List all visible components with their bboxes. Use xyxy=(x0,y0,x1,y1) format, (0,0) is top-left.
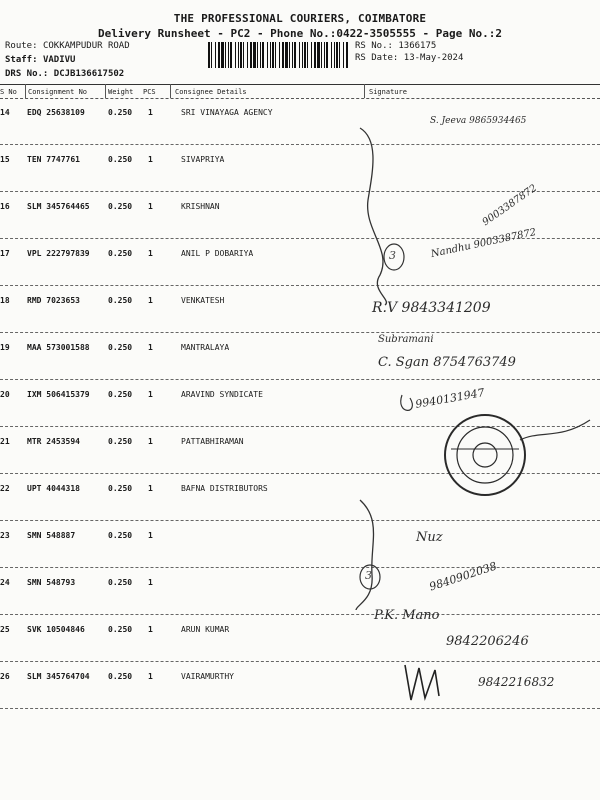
runsheet-subtitle: Delivery Runsheet - PC2 - Phone No.:0422-3505555 - Page No.:2 xyxy=(98,27,502,40)
barcode-bar xyxy=(221,42,224,68)
barcode-bar xyxy=(282,42,284,68)
weight-cell: 0.250 xyxy=(108,437,133,446)
column-divider xyxy=(170,84,171,98)
barcode-bar xyxy=(294,42,296,68)
consignee-cell: SRI VINAYAGA AGENCY xyxy=(181,108,273,117)
consignee-cell: VENKATESH xyxy=(181,296,225,305)
route-value: COKKAMPUDUR ROAD xyxy=(42,41,130,51)
sno-cell: 19 xyxy=(0,343,10,352)
pcs-cell: 1 xyxy=(148,484,153,493)
consignment-cell: VPL 222797839 xyxy=(27,249,90,258)
sno-cell: 16 xyxy=(0,202,10,211)
sno-cell: 15 xyxy=(0,155,10,164)
barcode-bar xyxy=(339,42,340,68)
staff-info xyxy=(5,55,75,65)
column-divider xyxy=(364,84,365,98)
table-row xyxy=(0,380,600,427)
consignment-cell: EDQ 25638109 xyxy=(27,108,85,117)
consignment-cell: UPT 4044318 xyxy=(27,484,80,493)
circled-number: 3 xyxy=(389,249,396,262)
consignment-cell: SMN 548793 xyxy=(27,578,76,587)
weight-cell: 0.250 xyxy=(108,155,133,164)
consignment-cell: SMN 548887 xyxy=(27,531,76,540)
barcode-bar xyxy=(343,42,344,68)
barcode-bar xyxy=(225,42,226,68)
rs-date xyxy=(355,53,463,63)
barcode-bar xyxy=(262,42,264,68)
pcs-cell: 1 xyxy=(148,249,153,258)
barcode-bar xyxy=(331,42,332,68)
consignee-cell: ANIL P DOBARIYA xyxy=(181,249,254,258)
weight-cell: 0.250 xyxy=(108,249,133,258)
barcode-bar xyxy=(275,42,276,68)
pcs-cell: 1 xyxy=(148,390,153,399)
handwritten-signature: C. Sgan 8754763749 xyxy=(378,355,516,370)
barcode-bar xyxy=(299,42,300,68)
sno-cell: 24 xyxy=(0,578,10,587)
handwritten-phone: 9940131947 xyxy=(414,386,486,411)
barcode-bar xyxy=(346,42,348,68)
barcode-bar xyxy=(218,42,220,68)
handwritten-signature: Nandhu 9003387872 xyxy=(430,226,538,261)
pcs-cell: 1 xyxy=(148,296,153,305)
table-row xyxy=(0,427,600,474)
handwritten-name: Subramani xyxy=(378,334,434,345)
column-divider xyxy=(105,84,106,98)
table-row xyxy=(0,286,600,333)
staff-value: VADIVU xyxy=(42,55,76,65)
barcode-bar xyxy=(311,42,312,68)
barcode-bar xyxy=(307,42,308,68)
handwritten-signature: Nuz xyxy=(416,530,443,545)
handwritten-phone: 9842216832 xyxy=(478,675,555,689)
barcode-bar xyxy=(336,42,338,68)
pcs-cell: 1 xyxy=(148,578,153,587)
barcode-bar xyxy=(285,42,288,68)
rs-no-value: 1366175 xyxy=(398,41,437,51)
barcode-bar xyxy=(238,42,239,68)
sno-cell: 20 xyxy=(0,390,10,399)
handwritten-phone: 9840902038 xyxy=(427,559,499,594)
barcode xyxy=(208,42,350,68)
barcode-bar xyxy=(279,42,280,68)
handwritten-name: P.K. Mano xyxy=(374,608,440,623)
weight-cell: 0.250 xyxy=(108,625,133,634)
column-divider xyxy=(25,84,26,98)
handwritten-phone: 9003387872 xyxy=(480,182,540,229)
weight-cell: 0.250 xyxy=(108,531,133,540)
table-row xyxy=(0,521,600,568)
barcode-bar xyxy=(208,42,210,68)
barcode-bar xyxy=(257,42,258,68)
barcode-bar xyxy=(250,42,252,68)
weight-cell: 0.250 xyxy=(108,672,133,681)
consignment-cell: SVK 10504846 xyxy=(27,625,85,634)
circled-number: 3 xyxy=(365,569,372,582)
table-row xyxy=(0,145,600,192)
col-header-signature: Signature xyxy=(369,88,407,96)
weight-cell: 0.250 xyxy=(108,390,133,399)
consignee-cell: KRISHNAN xyxy=(181,202,220,211)
barcode-bar xyxy=(321,42,322,68)
barcode-bar xyxy=(240,42,242,68)
pcs-cell: 1 xyxy=(148,672,153,681)
consignment-cell: MAA 573001588 xyxy=(27,343,90,352)
table-row xyxy=(0,239,600,286)
col-header-consignee: Consignee Details xyxy=(175,88,247,96)
drs-value: DCJB136617502 xyxy=(53,69,125,79)
table-row xyxy=(0,474,600,521)
sno-cell: 26 xyxy=(0,672,10,681)
handwritten-signature: R.V 9843341209 xyxy=(372,300,491,316)
weight-cell: 0.250 xyxy=(108,296,133,305)
consignment-cell: MTR 2453594 xyxy=(27,437,80,446)
row-divider xyxy=(0,708,600,709)
rs-date-label: RS Date: xyxy=(355,53,399,63)
sno-cell: 23 xyxy=(0,531,10,540)
staff-label: Staff: xyxy=(5,55,38,65)
barcode-bar xyxy=(270,42,271,68)
pcs-cell: 1 xyxy=(148,437,153,446)
barcode-bar xyxy=(304,42,306,68)
barcode-bar xyxy=(230,42,232,68)
consignment-cell: IXM 506415379 xyxy=(27,390,90,399)
drs-info xyxy=(5,69,124,79)
drs-label: DRS No.: xyxy=(5,69,49,79)
sno-cell: 25 xyxy=(0,625,10,634)
barcode-bar xyxy=(334,42,335,68)
col-header-sno: S No xyxy=(0,88,17,96)
barcode-bar xyxy=(302,42,303,68)
consignment-cell: SLM 345764704 xyxy=(27,672,90,681)
sno-cell: 22 xyxy=(0,484,10,493)
pcs-cell: 1 xyxy=(148,108,153,117)
consignee-cell: PATTABHIRAMAN xyxy=(181,437,244,446)
consignee-cell: SIVAPRIYA xyxy=(181,155,225,164)
pcs-cell: 1 xyxy=(148,155,153,164)
barcode-bar xyxy=(272,42,274,68)
sno-cell: 21 xyxy=(0,437,10,446)
handwritten-phone: 9842206246 xyxy=(446,634,529,649)
barcode-bar xyxy=(292,42,293,68)
table-row xyxy=(0,568,600,615)
consignment-cell: SLM 345764465 xyxy=(27,202,90,211)
barcode-bar xyxy=(243,42,244,68)
pcs-cell: 1 xyxy=(148,531,153,540)
barcode-bar xyxy=(317,42,320,68)
consignment-cell: TEN 7747761 xyxy=(27,155,80,164)
barcode-bar xyxy=(314,42,316,68)
weight-cell: 0.250 xyxy=(108,578,133,587)
rs-no-label: RS No.: xyxy=(355,41,393,51)
weight-cell: 0.250 xyxy=(108,108,133,117)
rs-number xyxy=(355,41,436,51)
consignment-cell: RMD 7023653 xyxy=(27,296,80,305)
handwritten-signature: S. Jeeva 9865934465 xyxy=(430,116,527,126)
col-header-weight: Weight xyxy=(108,88,134,96)
barcode-bar xyxy=(211,42,212,68)
barcode-bar xyxy=(247,42,248,68)
barcode-bar xyxy=(289,42,290,68)
route-info xyxy=(5,41,130,51)
barcode-bar xyxy=(253,42,256,68)
weight-cell: 0.250 xyxy=(108,343,133,352)
sno-cell: 14 xyxy=(0,108,10,117)
barcode-bar xyxy=(267,42,268,68)
barcode-bar xyxy=(215,42,216,68)
pcs-cell: 1 xyxy=(148,343,153,352)
pcs-cell: 1 xyxy=(148,625,153,634)
sno-cell: 17 xyxy=(0,249,10,258)
consignee-cell: MANTRALAYA xyxy=(181,343,230,352)
col-header-pcs: PCS xyxy=(143,88,156,96)
weight-cell: 0.250 xyxy=(108,202,133,211)
consignee-cell: BAFNA DISTRIBUTORS xyxy=(181,484,268,493)
company-title: THE PROFESSIONAL COURIERS, COIMBATORE xyxy=(173,12,427,25)
consignee-cell: ARAVIND SYNDICATE xyxy=(181,390,263,399)
pcs-cell: 1 xyxy=(148,202,153,211)
consignee-cell: VAIRAMURTHY xyxy=(181,672,234,681)
weight-cell: 0.250 xyxy=(108,484,133,493)
barcode-bar xyxy=(235,42,236,68)
barcode-bar xyxy=(260,42,261,68)
consignee-cell: ARUN KUMAR xyxy=(181,625,230,634)
table-top-border xyxy=(0,84,600,85)
barcode-bar xyxy=(228,42,229,68)
barcode-bar xyxy=(324,42,325,68)
sno-cell: 18 xyxy=(0,296,10,305)
route-label: Route: xyxy=(5,41,38,51)
rs-date-value: 13-May-2024 xyxy=(403,53,464,63)
barcode-bar xyxy=(326,42,328,68)
col-header-consignment: Consignment No xyxy=(28,88,88,96)
